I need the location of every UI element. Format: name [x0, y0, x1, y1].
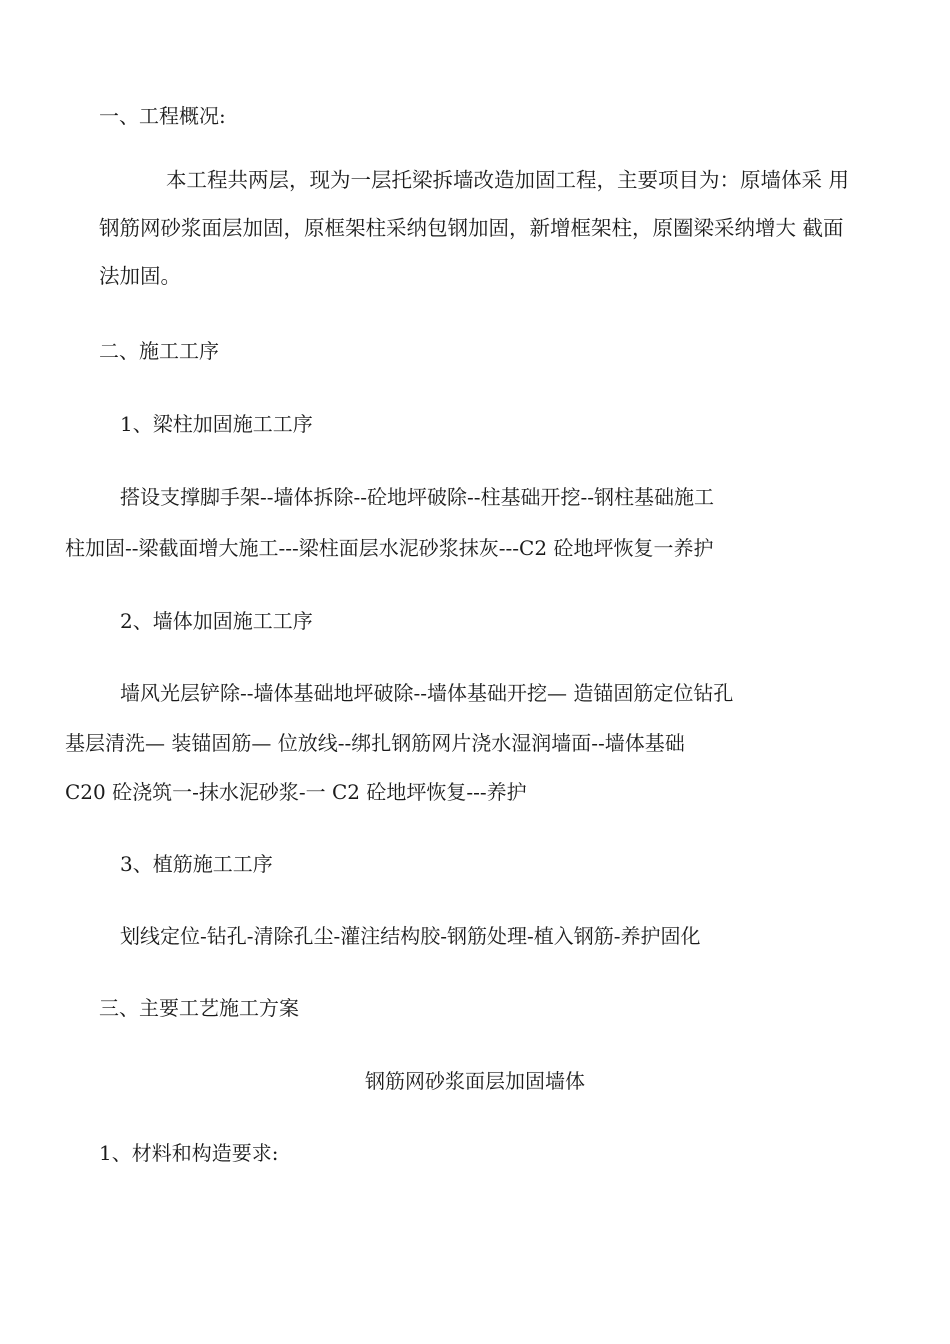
- overview-paragraph-line-1: 本工程共两层，现为一层托梁拆墙改造加固工程，主要项目为：原墙体采 用: [166, 168, 850, 192]
- wall-procedure-line-2: 基层清洗— 装锚固筋— 位放线--绑扎钢筋网片浇水湿润墙面--墙体基础: [65, 731, 685, 755]
- overview-paragraph-line-2: 钢筋网砂浆面层加固，原框架柱采纳包钢加固，新增框架柱，原圈梁采纳增大 截面: [99, 216, 844, 240]
- beam-column-procedure-line-1: 搭设支撑脚手架--墙体拆除--砼地坪破除--柱基础开挖--钢柱基础施工: [120, 485, 715, 509]
- overview-paragraph-line-3: 法加固。: [99, 264, 181, 288]
- section-3-subtitle: 钢筋网砂浆面层加固墙体: [365, 1069, 585, 1093]
- section-3-heading: 三、主要工艺施工方案: [99, 996, 299, 1020]
- materials-requirements-heading: 1、材料和构造要求:: [99, 1141, 279, 1165]
- wall-procedure-line-3: C20 砼浇筑一-抹水泥砂浆-一 C2 砼地坪恢复---养护: [65, 780, 527, 804]
- rebar-planting-procedure-line-1: 划线定位-钻孔-清除孔尘-灌注结构胶-钢筋处理-植入钢筋-养护固化: [120, 924, 701, 948]
- beam-column-procedure-line-2: 柱加固--梁截面增大施工---梁柱面层水泥砂浆抹灰---C2 砼地坪恢复一养护: [65, 536, 714, 560]
- section-1-heading: 一、工程概况:: [99, 104, 226, 128]
- beam-column-procedure-title: 1、梁柱加固施工工序: [120, 412, 313, 436]
- wall-procedure-line-1: 墙风光层铲除--墙体基础地坪破除--墙体基础开挖— 造锚固筋定位钻孔: [120, 681, 734, 705]
- rebar-planting-procedure-title: 3、植筋施工工序: [120, 852, 273, 876]
- section-2-heading: 二、施工工序: [99, 339, 219, 363]
- wall-procedure-title: 2、墙体加固施工工序: [120, 609, 313, 633]
